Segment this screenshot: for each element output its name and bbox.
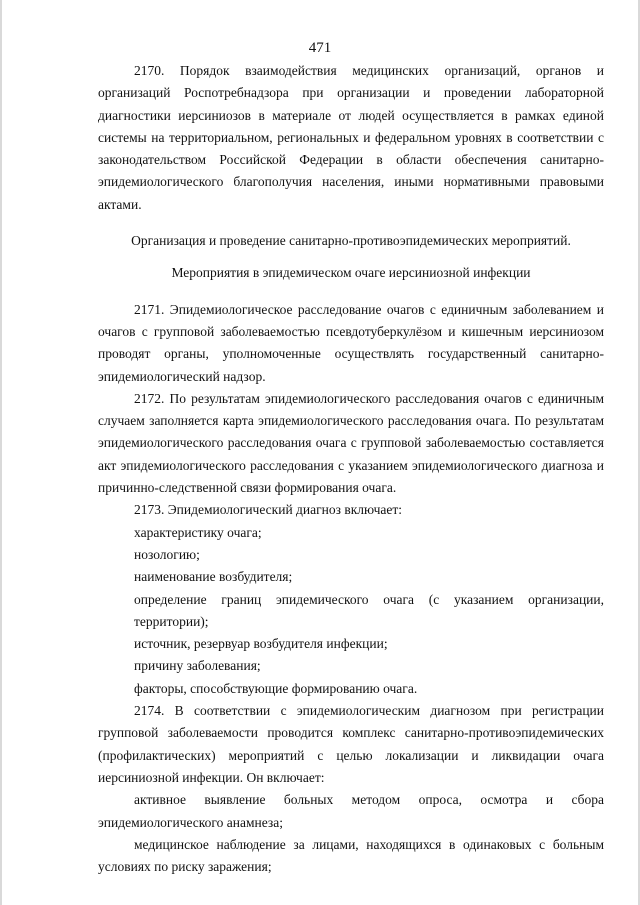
- list-item: определение границ эпидемического очага (с указанием организации, территории);: [134, 591, 604, 629]
- paragraph-2171: 2171. Эпидемиологическое расследование очагов с единичным заболеванием и очагов с групповой заболеваемостью псевдотуберкулёзом и кишечным иерсиниозом проводят органы, уполномоченные осуществлять государственный санитарно-эпидемиологический надзор.: [98, 301, 604, 384]
- section-heading-1: Организация и проведение санитарно-противоэпидемических мероприятий.: [131, 233, 571, 249]
- list-item: наименование возбудителя;: [134, 569, 293, 585]
- section-heading-2: Мероприятия в эпидемическом очаге иерсиниозной инфекции: [171, 265, 531, 281]
- paragraph-2173: 2173. Эпидемиологический диагноз включает:: [134, 502, 403, 518]
- list-item: медицинское наблюдение за лицами, находящихся в одинаковых с больным условиях по риску заражения;: [98, 836, 604, 875]
- paragraph-2170: 2170. Порядок взаимодействия медицинских организаций, органов и организаций Роспотребнадзора при организации и проведении лабораторной диагностики иерсиниозов в материале от людей осуществляется в рамках единой системы на территориальном, региональных и федеральном уровнях в соответствии с законодательством Российской Федерации в области обеспечения санитарно-эпидемиологического благополучия населения, иными нормативными правовыми актами.: [98, 63, 604, 212]
- list-item: источник, резервуар возбудителя инфекции;: [134, 636, 388, 652]
- page-number: 471: [308, 40, 332, 56]
- paragraph-2172: 2172. По результатам эпидемиологического расследования очагов с единичным случаем заполняется карта эпидемиологического расследования очага. По результатам эпидемиологического расследования очага с групповой заболеваемостью составляется акт эпидемиологического расследования с указанием эпидемиологического диагноза и причинно-следственной связи формирования очага.: [98, 390, 604, 496]
- list-item: причину заболевания;: [134, 658, 261, 674]
- page-content: [98, 60, 604, 878]
- paragraph-2174: 2174. В соответствии с эпидемиологическим диагнозом при регистрации групповой заболеваемости проводится комплекс санитарно-противоэпидемических (профилактических) мероприятий с целью локализации и ликвидации очага иерсиниозной инфекции. Он включает:: [98, 703, 604, 785]
- list-item: характеристику очага;: [134, 524, 262, 540]
- list-item: активное выявление больных методом опроса, осмотра и сбора эпидемиологического анамнеза;: [98, 792, 604, 830]
- list-item: нозологию;: [134, 546, 200, 562]
- list-item: факторы, способствующие формированию очага.: [134, 680, 418, 696]
